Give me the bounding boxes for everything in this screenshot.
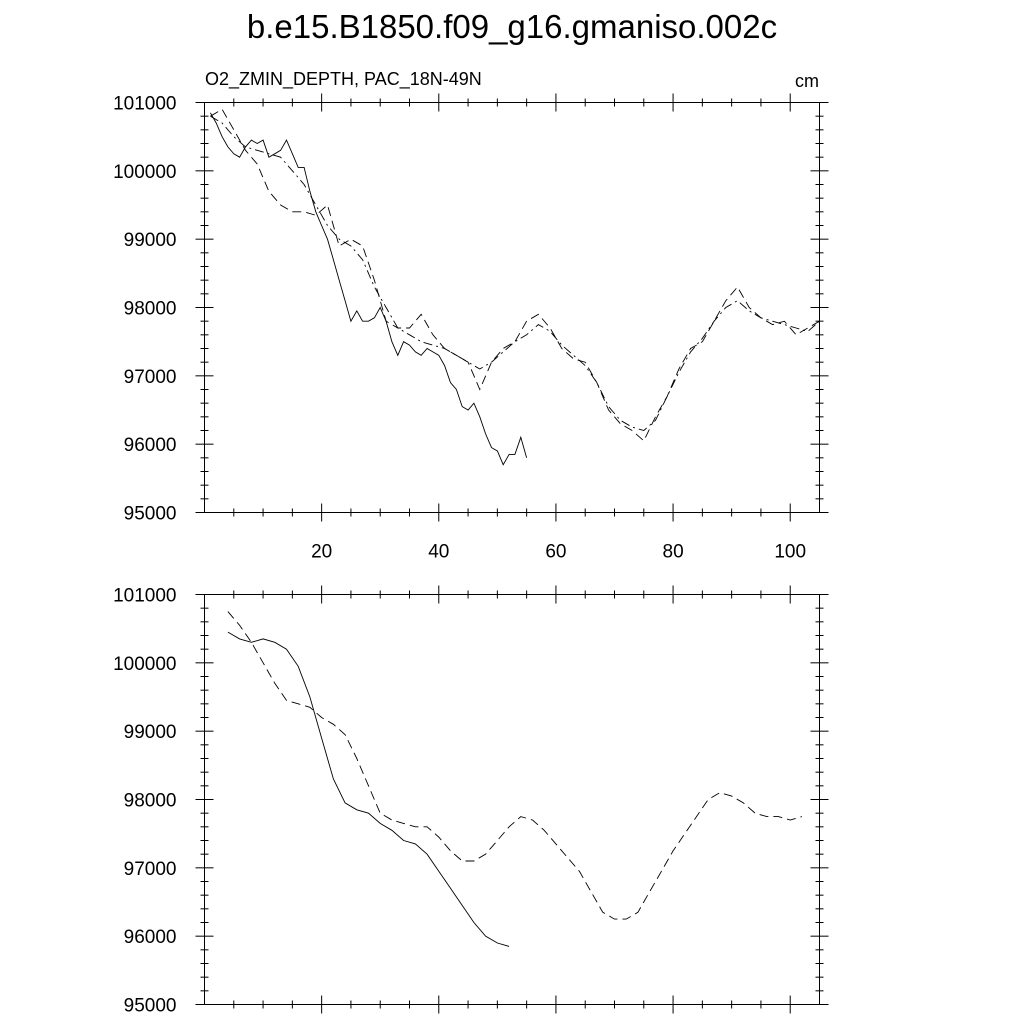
tick-group: [113, 586, 828, 1017]
y-tick-label: 97000: [123, 366, 177, 388]
series-group: [228, 612, 802, 947]
series-line-solid: [228, 632, 509, 946]
y-tick-label: 96000: [123, 435, 177, 457]
y-tick-label: 98000: [123, 298, 177, 320]
y-tick-label: 95000: [123, 503, 177, 525]
plot-frame: [205, 595, 820, 1005]
x-tick-label: 40: [428, 541, 450, 563]
series-group: [210, 109, 819, 464]
y-tick-label: 99000: [123, 722, 177, 744]
top-panel: [113, 69, 828, 563]
panel-variable-label: O2_ZMIN_DEPTH, PAC_18N-49N: [205, 69, 482, 89]
bottom-panel: [113, 586, 828, 1017]
x-tick-label: 60: [545, 541, 567, 563]
y-tick-label: 100000: [113, 653, 177, 675]
series-line-solid: [210, 113, 526, 465]
y-tick-label: 98000: [123, 790, 177, 812]
y-tick-label: 95000: [123, 995, 177, 1017]
y-tick-label: 97000: [123, 858, 177, 880]
panel-units-label: cm: [795, 71, 819, 91]
y-tick-label: 101000: [113, 93, 177, 115]
tick-group: [113, 94, 828, 563]
series-line-dashed: [228, 612, 802, 920]
y-tick-label: 100000: [113, 161, 177, 183]
y-tick-label: 96000: [123, 927, 177, 949]
x-tick-label: 100: [774, 541, 807, 563]
series-line-dashed: [210, 109, 819, 441]
series-line-dash-dot: [210, 116, 819, 430]
x-tick-label: 20: [311, 541, 333, 563]
figure-title: b.e15.B1850.f09_g16.gmaniso.002c: [246, 8, 778, 45]
y-tick-label: 101000: [113, 585, 177, 607]
x-tick-label: 80: [662, 541, 684, 563]
y-tick-label: 99000: [123, 230, 177, 252]
